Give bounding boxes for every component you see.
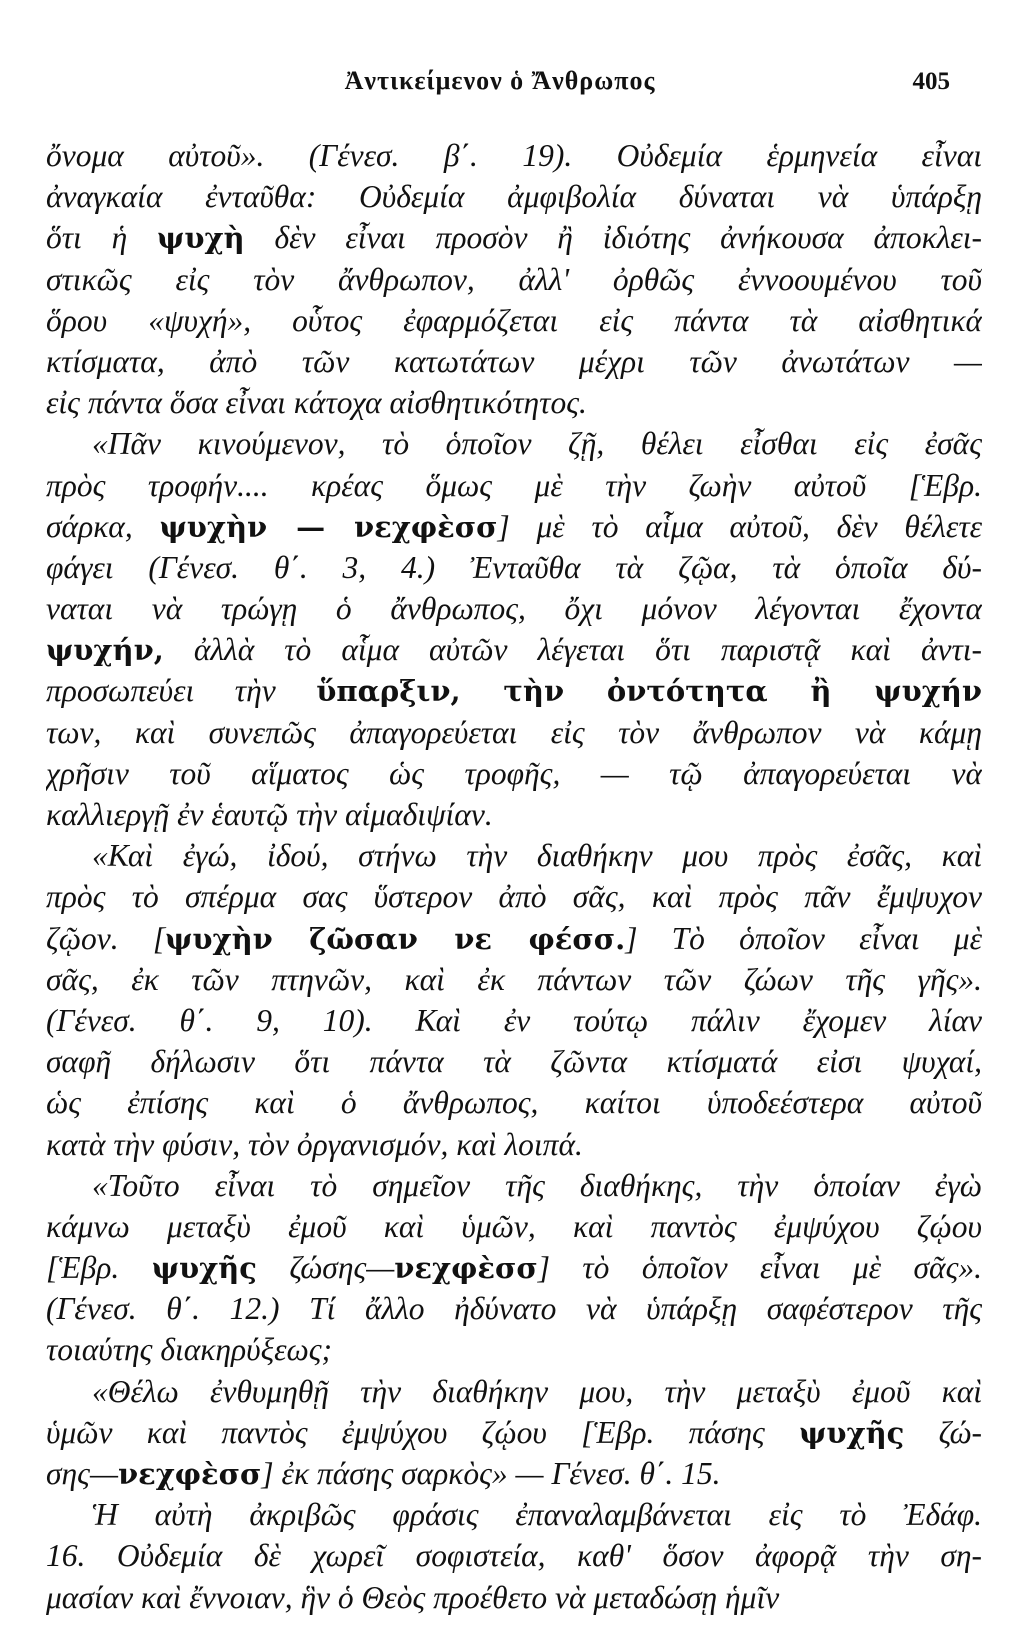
- text-line: [46, 341, 982, 382]
- text-line: [46, 670, 982, 711]
- emphasis-text: ὕπαρξιν, τὴν ὀντότητα ἢ ψυχήν: [316, 674, 982, 709]
- text-segment: κατὰ τὴν φύσιν, τὸν ὀργανισμόν, καὶ λοιπά.: [46, 1126, 583, 1162]
- text-line: [46, 1329, 982, 1370]
- text-segment: των, καὶ συνεπῶς ἀπαγορεύεται εἰς τὸν ἄνθρωπον νὰ κάμῃ: [46, 714, 982, 750]
- text-segment: ζώσης—: [256, 1250, 395, 1286]
- text-line: [46, 217, 982, 258]
- text-line: [46, 382, 982, 423]
- text-line: [46, 876, 982, 917]
- text-segment: εἰς πάντα ὅσα εἶναι κάτοχα αἰσθητικότητος.: [46, 385, 587, 421]
- text-segment: ὄνομα αὐτοῦ». (Γένεσ. β΄. 19). Οὐδεμία ἑρμηνεία εἶναι: [46, 138, 982, 173]
- text-segment: ὅτι ἡ: [46, 220, 158, 256]
- emphasis-text: νεχφὲσσ: [117, 1457, 262, 1491]
- text-segment: ἀναγκαία ἐνταῦθα: Οὐδεμία ἀμφιβολία δύναται νὰ ὑπάρξῃ: [46, 179, 982, 215]
- text-segment: ναται νὰ τρώγῃ ὁ ἄνθρωπος, ὄχι μόνον λέγονται ἔχοντα: [46, 591, 982, 627]
- text-line: [46, 135, 982, 176]
- text-segment: ὡς ἐπίσης καὶ ὁ ἄνθρωπος, καίτοι ὑποδεέστερα αὐτοῦ: [46, 1085, 982, 1121]
- text-line: [46, 1165, 982, 1206]
- body-text: [46, 135, 982, 1618]
- text-segment: «Τοῦτο εἶναι τὸ σημεῖον τῆς διαθήκης, τὴν ὁποίαν ἐγὼ: [92, 1167, 982, 1203]
- text-segment: «Πᾶν κινούμενον, τὸ ὁποῖον ζῇ, θέλει εἶσθαι εἰς ἐσᾶς: [92, 426, 982, 462]
- text-line: [46, 1577, 982, 1618]
- text-segment: προσωπεύει τὴν: [46, 673, 317, 709]
- text-line: [46, 506, 982, 547]
- running-header: [0, 66, 1024, 106]
- text-segment: ] τὸ ὁποῖον εἶναι μὲ σᾶς».: [537, 1250, 982, 1286]
- text-line: [46, 918, 982, 959]
- text-segment: σᾶς, ἐκ τῶν πτηνῶν, καὶ ἐκ πάντων τῶν ζώων τῆς γῆς».: [46, 961, 982, 997]
- text-segment: (Γένεσ. θ΄. 9, 10). Καὶ ἐν τούτῳ πάλιν ἔχομεν λίαν: [46, 1002, 982, 1038]
- text-segment: ] Τὸ ὁποῖον εἶναι μὲ: [625, 920, 982, 956]
- text-line: [46, 1124, 982, 1165]
- text-line: [46, 176, 982, 217]
- text-segment: πρὸς τὸ σπέρμα σας ὕστερον ἀπὸ σᾶς, καὶ πρὸς πᾶν ἔμψυχον: [46, 879, 982, 915]
- text-line: [46, 588, 982, 629]
- text-line: [46, 1247, 982, 1288]
- text-segment: 16. Οὐδεμία δὲ χωρεῖ σοφιστεία, καθ' ὅσον ἀφορᾷ τὴν ση-: [46, 1538, 982, 1574]
- emphasis-text: ψυχὴν — νεχφὲσσ: [159, 509, 498, 544]
- text-segment: ] ἐκ πάσης σαρκὸς» — Γένεσ. θ΄. 15.: [261, 1456, 721, 1491]
- emphasis-text: ψυχῆς: [151, 1251, 257, 1286]
- text-line: [46, 835, 982, 876]
- text-line: [46, 1206, 982, 1247]
- emphasis-text: ψυχήν,: [46, 633, 164, 668]
- text-segment: πρὸς τροφήν.... κρέας ὅμως μὲ τὴν ζωὴν αὐτοῦ [Ἑβρ.: [46, 467, 982, 503]
- text-segment: μασίαν καὶ ἔννοιαν, ἣν ὁ Θεὸς προέθετο νὰ μεταδώσῃ ἡμῖν: [46, 1579, 780, 1615]
- text-segment: κάμνω μεταξὺ ἐμοῦ καὶ ὑμῶν, καὶ παντὸς ἐμψύχου ζῴου: [46, 1208, 982, 1244]
- text-line: [46, 547, 982, 588]
- text-segment: [Ἑβρ.: [46, 1250, 152, 1286]
- text-segment: «Θέλω ἐνθυμηθῇ τὴν διαθήκην μου, τὴν μεταξὺ ἐμοῦ καὶ: [92, 1373, 982, 1409]
- text-segment: στικῶς εἰς τὸν ἄνθρωπον, ἀλλ' ὀρθῶς ἐννοουμένου τοῦ: [46, 261, 982, 297]
- text-line: [46, 259, 982, 300]
- text-segment: ] μὲ τὸ αἷμα αὐτοῦ, δὲν θέλετε: [497, 508, 982, 544]
- emphasis-text: ψυχὴ: [157, 221, 245, 256]
- text-line: [46, 1535, 982, 1576]
- text-line: [46, 1082, 982, 1123]
- emphasis-text: ψυχῆς: [799, 1415, 905, 1450]
- text-segment: ζῷον. [: [46, 920, 166, 956]
- text-segment: τοιαύτης διακηρύξεως;: [46, 1332, 332, 1368]
- text-line: [46, 300, 982, 341]
- emphasis-text: ψυχὴν ζῶσαν νε φέσσ.: [165, 921, 626, 956]
- text-line: [46, 1000, 982, 1041]
- text-segment: «Καὶ ἐγώ, ἰδού, στήνω τὴν διαθήκην μου πρὸς ἐσᾶς, καὶ: [92, 838, 982, 874]
- text-segment: σάρκα,: [46, 508, 160, 544]
- text-segment: κτίσματα, ἀπὸ τῶν κατωτάτων μέχρι τῶν ἀνωτάτων —: [46, 343, 982, 379]
- text-segment: (Γένεσ. θ΄. 12.) Τί ἄλλο ἠδύνατο νὰ ὑπάρξῃ σαφέστερον τῆς: [46, 1291, 982, 1327]
- text-line: [46, 1288, 982, 1329]
- text-line: [46, 712, 982, 753]
- text-segment: σαφῆ δήλωσιν ὅτι πάντα τὰ ζῶντα κτίσματά εἰσι ψυχαί,: [46, 1044, 982, 1080]
- text-segment: χρῆσιν τοῦ αἵματος ὡς τροφῆς, — τῷ ἀπαγορεύεται νὰ: [46, 755, 982, 791]
- emphasis-text: νεχφὲσσ: [394, 1251, 538, 1286]
- text-segment: ὅρου «ψυχή», οὗτος ἐφαρμόζεται εἰς πάντα τὰ αἰσθητικά: [46, 302, 982, 338]
- text-line: [46, 423, 982, 464]
- text-segment: καλλιεργῇ ἐν ἑαυτῷ τὴν αἱμαδιψίαν.: [46, 797, 493, 832]
- text-line: [46, 753, 982, 794]
- running-title: Ἀντικείμενον ὁ Ἄνθρωπος: [344, 66, 656, 95]
- text-segment: δὲν εἶναι προσὸν ἢ ἰδιότης ἀνήκουσα ἀποκλει-: [244, 220, 982, 256]
- text-line: [46, 1453, 982, 1494]
- text-line: [46, 959, 982, 1000]
- text-line: [46, 465, 982, 506]
- text-segment: φάγει (Γένεσ. θ΄. 3, 4.) Ἐνταῦθα τὰ ζῷα, τὰ ὁποῖα δύ-: [46, 549, 982, 585]
- text-segment: ζώ-: [904, 1414, 982, 1450]
- text-segment: ὑμῶν καὶ παντὸς ἐμψύχου ζῴου [Ἑβρ. πάσης: [46, 1414, 800, 1450]
- text-line: [46, 794, 982, 835]
- text-line: [46, 1041, 982, 1082]
- text-line: [46, 1412, 982, 1453]
- text-segment: ἀλλὰ τὸ αἷμα αὐτῶν λέγεται ὅτι παριστᾷ καὶ ἀντι-: [163, 632, 982, 668]
- text-segment: σης—: [46, 1456, 118, 1491]
- text-line: [46, 629, 982, 670]
- text-line: [46, 1494, 982, 1535]
- text-line: [46, 1371, 982, 1412]
- text-segment: Ἡ αὐτὴ ἀκριβῶς φράσις ἐπαναλαμβάνεται εἰς τὸ Ἐδάφ.: [92, 1497, 982, 1533]
- page-number: 405: [912, 68, 950, 95]
